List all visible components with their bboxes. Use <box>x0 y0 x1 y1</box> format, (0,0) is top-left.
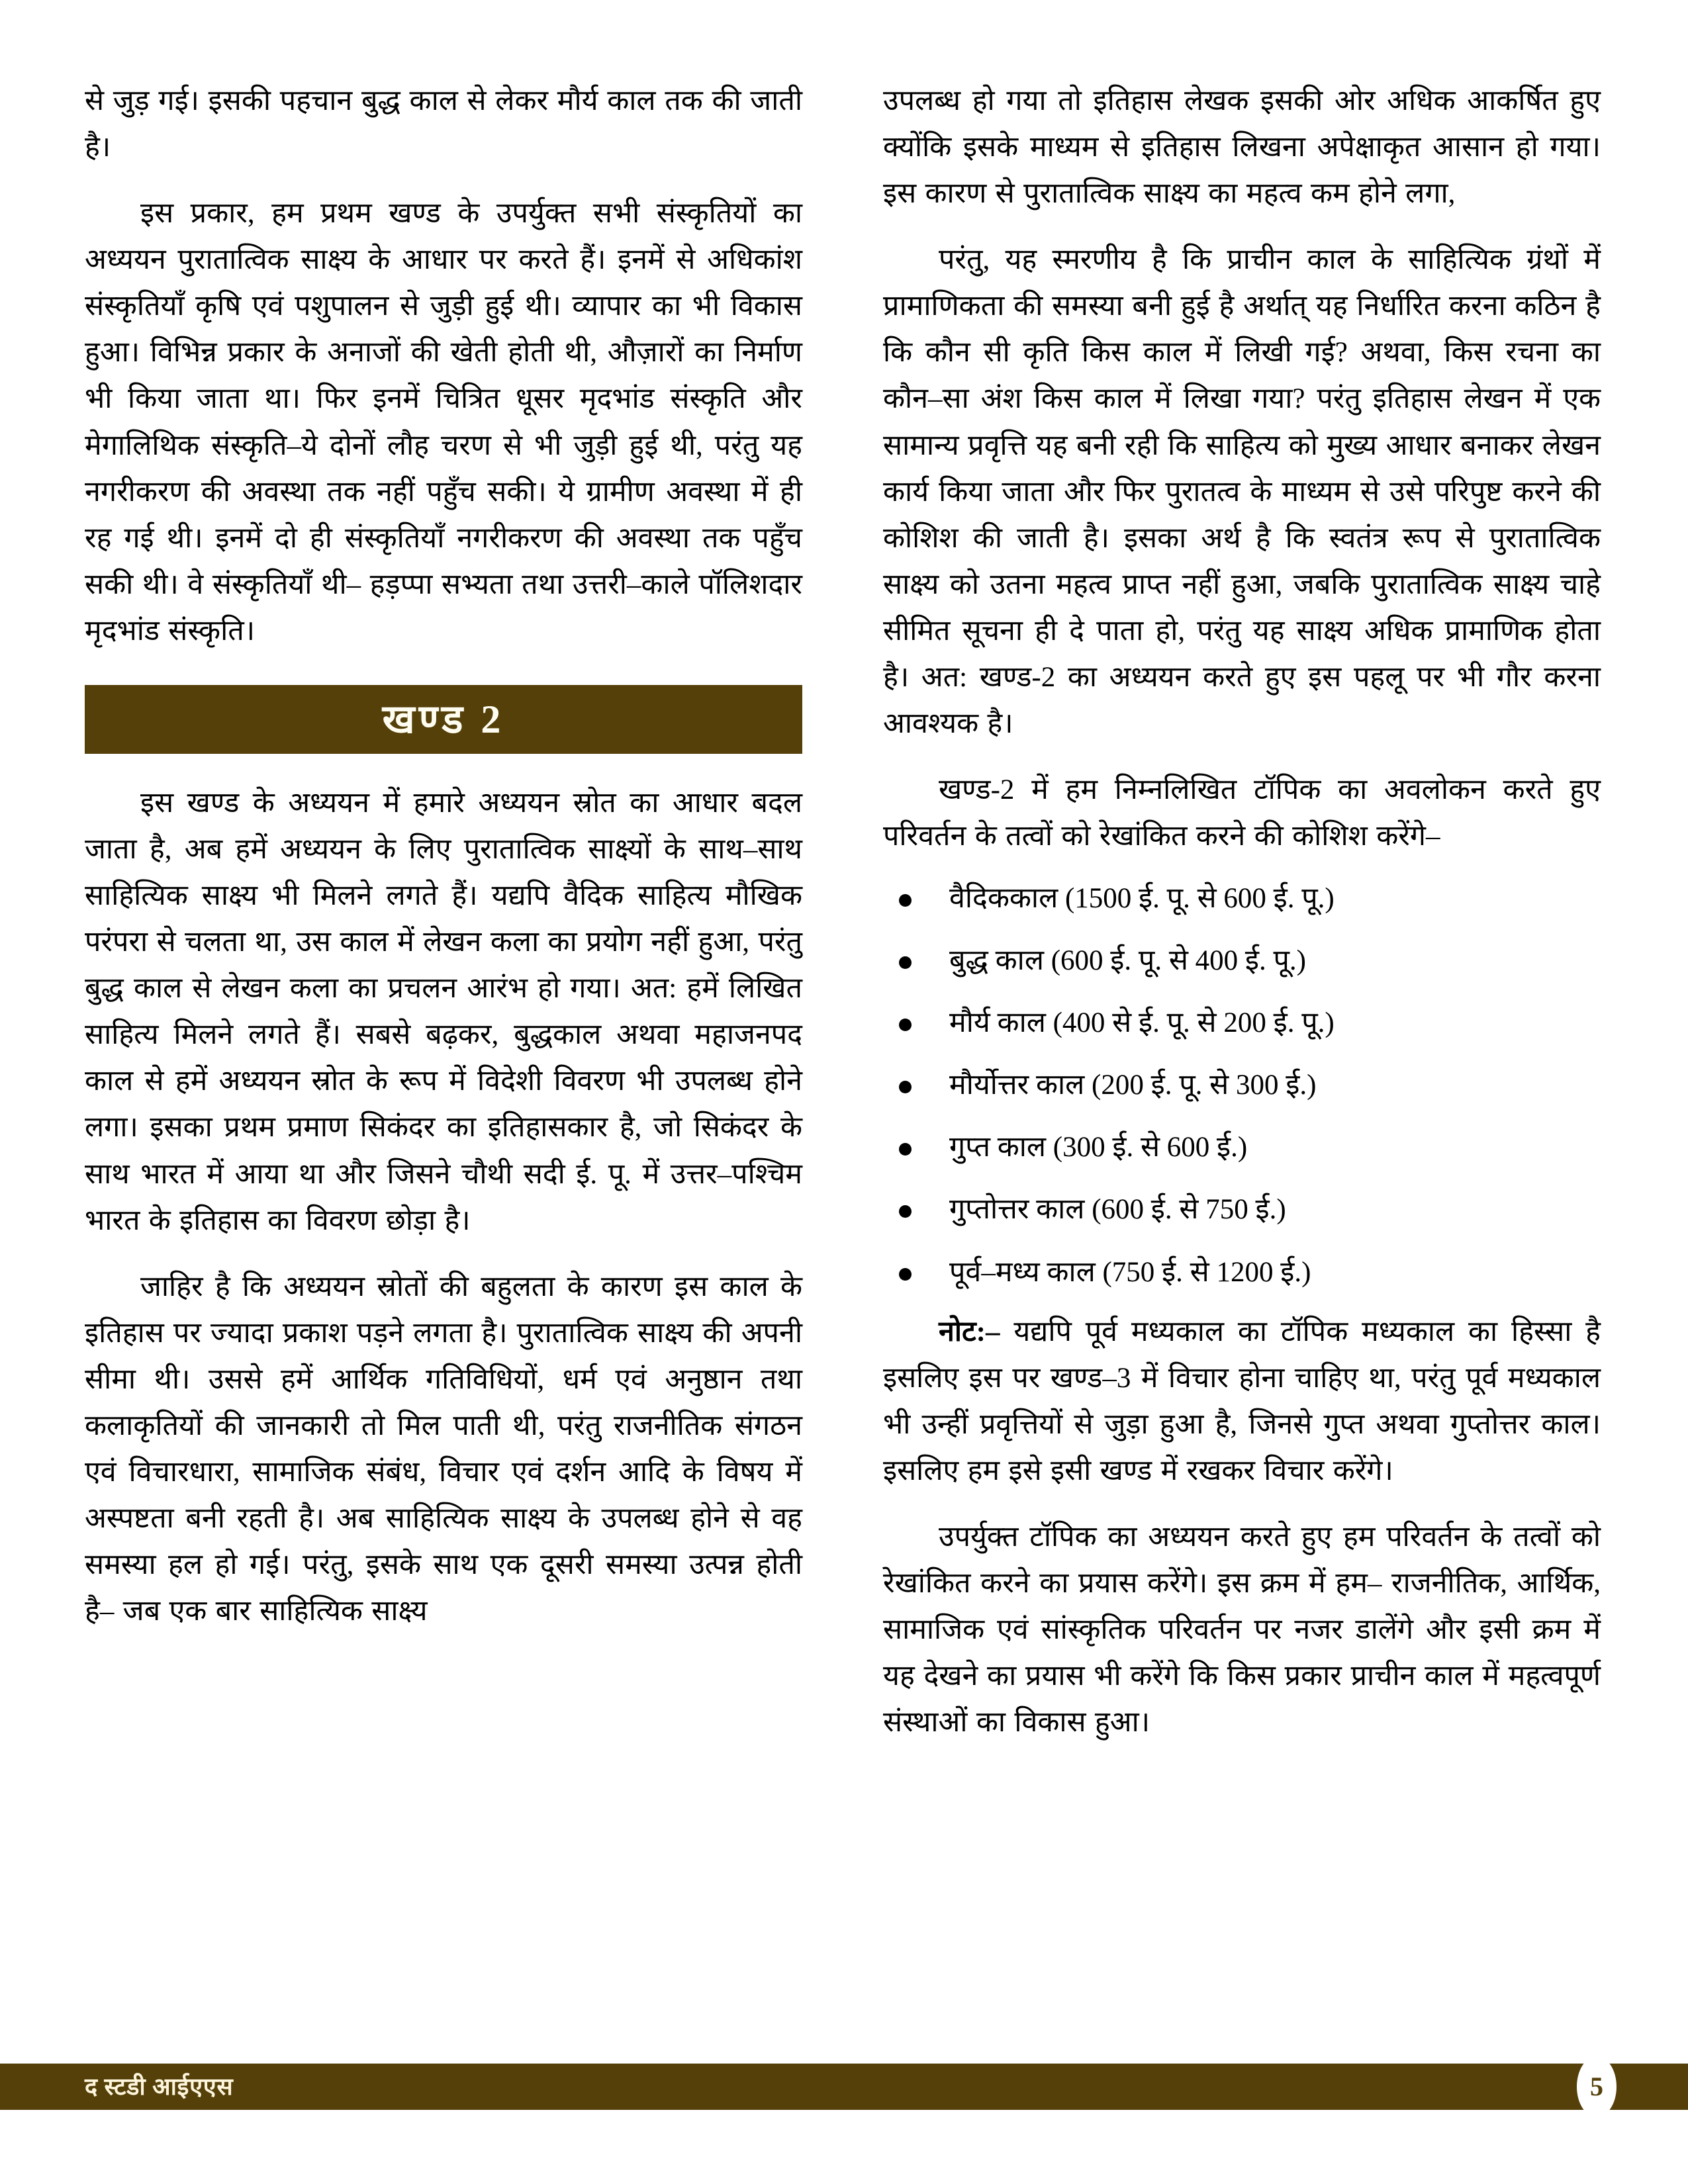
paragraph: इस खण्ड के अध्ययन में हमारे अध्ययन स्रोत का आधार बदल जाता है, अब हमें अध्ययन के लिए पुरातात्विक साक्ष्यों के साथ–साथ साहित्यिक साक्ष्य भी मिलने लगते हैं। यद्यपि वैदिक साहित्य मौखिक परंपरा से चलता था, उस काल में लेखन कला का प्रयोग नहीं हुआ, परंतु बुद्ध काल से लेखन कला का प्रचलन आरंभ हो गया। अत: हमें लिखित साहित्य मिलने लगते हैं। सबसे बढ़कर, बुद्धकाल अथवा महाजनपद काल से हमें अध्ययन स्रोत के रूप में विदेशी विवरण भी उपलब्ध होने लगा। इसका प्रथम प्रमाण सिकंदर का इतिहासकार है, जो सिकंदर के साथ भारत में आया था और जिसने चौथी सदी ई. पू. में उत्तर–पश्चिम भारत के इतिहास का विवरण छोड़ा है। <box>85 787 802 1236</box>
paragraph: जाहिर है कि अध्ययन स्रोतों की बहुलता के कारण इस काल के इतिहास पर ज्यादा प्रकाश पड़ने लगता है। पुरातात्विक साक्ष्य की अपनी सीमा थी। उससे हमें आर्थिक गतिविधियों, धर्म एवं अनुष्ठान तथा कलाकृतियों की जानकारी तो मिल पाती थी, परंतु राजनीतिक संगठन एवं विचारधारा, सामाजिक संबंध, विचार एवं दर्शन आदि के विषय में अस्पष्टता बनी रहती है। अब साहित्यिक साक्ष्य के उपलब्ध होने से वह समस्या हल हो गई। परंतु, इसके साथ एक दूसरी समस्या उत्पन्न होती है– जब एक बार साहित्यिक साक्ष्य <box>85 1271 802 1627</box>
footer-brand: द स्टडी आईएएस <box>85 2073 234 2100</box>
bullet-icon <box>899 1143 912 1156</box>
list-item-label: पूर्व–मध्य काल (750 ई. से 1200 ई.) <box>949 1256 1311 1288</box>
list-item-label: मौर्य काल (400 से ई. पू. से 200 ई. पू.) <box>949 1007 1335 1039</box>
bullet-icon <box>899 1205 912 1218</box>
paragraph: इस प्रकार, हम प्रथम खण्ड के उपर्युक्त सभी संस्कृतियों का अध्ययन पुरातात्विक साक्ष्य के आधार पर करते हैं। इनमें से अधिकांश संस्कृतियाँ कृषि एवं पशुपालन से जुड़ी हुई थी। व्यापार का भी विकास हुआ। विभिन्न प्रकार के अनाजों की खेती होती थी, औज़ारों का निर्माण भी किया जाता था। फिर इनमें चित्रित धूसर मृदभांड संस्कृति और मेगालिथिक संस्कृति–ये दोनों लौह चरण से भी जुड़ी हुई थी, परंतु यह नगरीकरण की अवस्था तक नहीं पहुँच सकी। ये ग्रामीण अवस्था में ही रह गई थी। इनमें दो ही संस्कृतियाँ नगरीकरण की अवस्था तक पहुँच सकी थी। वे संस्कृतियाँ थी– हड़प्पा सभ्यता तथा उत्तरी–काले पॉलिशदार मृदभांड संस्कृति। <box>85 198 802 647</box>
section-banner-label: खण्ड 2 <box>382 697 505 741</box>
bullet-icon <box>899 894 912 907</box>
list-item <box>883 1066 1601 1105</box>
list-item-label: गुप्त काल (300 ई. से 600 ई.) <box>949 1132 1248 1163</box>
bullet-icon <box>899 1019 912 1031</box>
topic-list <box>883 880 1601 1291</box>
left-column <box>85 78 802 1746</box>
right-column <box>883 78 1601 1746</box>
bullet-icon <box>899 956 912 969</box>
note-paragraph <box>883 1309 1601 1494</box>
list-item <box>883 1128 1601 1167</box>
list-item <box>883 942 1601 980</box>
list-item <box>883 1191 1601 1229</box>
bullet-icon <box>899 1268 912 1281</box>
list-item-label: गुप्तोत्तर काल (600 ई. से 750 ई.) <box>949 1194 1286 1226</box>
page-number: 5 <box>1590 2071 1603 2101</box>
paragraph: परंतु, यह स्मरणीय है कि प्राचीन काल के साहित्यिक ग्रंथों में प्रामाणिकता की समस्या बनी हुई है अर्थात् यह निर्धारित करना कठिन है कि कौन सी कृति किस काल में लिखी गई? अथवा, किस रचना का कौन–सा अंश किस काल में लिखा गया? परंतु इतिहास लेखन में एक सामान्य प्रवृत्ति यह बनी रही कि साहित्य को मुख्य आधार बनाकर लेखन कार्य किया जाता और फिर पुरातत्व के माध्यम से उसे परिपुष्ट करने की कोशिश की जाती है। इसका अर्थ है कि स्वतंत्र रूप से पुरातात्विक साक्ष्य को उतना महत्व प्राप्त नहीं हुआ, जबकि पुरातात्विक साक्ष्य चाहे सीमित सूचना ही दे पाता हो, परंतु यह साक्ष्य अधिक प्रामाणिक होता है। अत: खण्ड-2 का अध्ययन करते हुए इस पहलू पर भी गौर करना आवश्यक है। <box>883 244 1601 740</box>
paragraph: खण्ड-2 में हम निम्नलिखित टॉपिक का अवलोकन करते हुए परिवर्तन के तत्वों को रेखांकित करने की कोशिश करेंगे– <box>883 774 1601 852</box>
paragraph: से जुड़ गई। इसकी पहचान बुद्ध काल से लेकर मौर्य काल तक की जाती है। <box>85 85 802 163</box>
list-item <box>883 1253 1601 1292</box>
note-text: यद्यपि पूर्व मध्यकाल का टॉपिक मध्यकाल का हिस्सा है इसलिए इस पर खण्ड–3 में विचार होना चाहिए था, परंतु पूर्व मध्यकाल भी उन्हीं प्रवृत्तियों से जुड़ा हुआ है, जिनसे गुप्त अथवा गुप्तोत्तर काल। इसलिए हम इसे इसी खण्ड में रखकर विचार करेंगे। <box>883 1316 1601 1486</box>
list-item-label: मौर्योत्तर काल (200 ई. पू. से 300 ई.) <box>949 1069 1317 1101</box>
list-item <box>883 880 1601 918</box>
section-banner <box>85 685 802 754</box>
two-column-body <box>85 78 1601 1746</box>
list-item-label: बुद्ध काल (600 ई. पू. से 400 ई. पू.) <box>949 945 1307 977</box>
list-item <box>883 1004 1601 1042</box>
page-footer <box>0 2064 1688 2110</box>
paragraph: उपर्युक्त टॉपिक का अध्ययन करते हुए हम परिवर्तन के तत्वों को रेखांकित करने का प्रयास करेंगे। इस क्रम में हम– राजनीतिक, आर्थिक, सामाजिक एवं सांस्कृतिक परिवर्तन पर नजर डालेंगे और इसी क्रम में यह देखने का प्रयास भी करेंगे कि किस प्रकार प्राचीन काल में महत्वपूर्ण संस्थाओं का विकास हुआ। <box>883 1521 1601 1739</box>
paragraph: उपलब्ध हो गया तो इतिहास लेखक इसकी ओर अधिक आकर्षित हुए क्योंकि इसके माध्यम से इतिहास लिखना अपेक्षाकृत आसान हो गया। इस कारण से पुरातात्विक साक्ष्य का महत्व कम होने लगा, <box>883 85 1601 210</box>
page-number-badge <box>1577 2056 1617 2117</box>
note-label: नोट:– <box>939 1316 1000 1347</box>
bullet-icon <box>899 1081 912 1093</box>
list-item-label: वैदिककाल (1500 ई. पू. से 600 ई. पू.) <box>949 883 1335 915</box>
